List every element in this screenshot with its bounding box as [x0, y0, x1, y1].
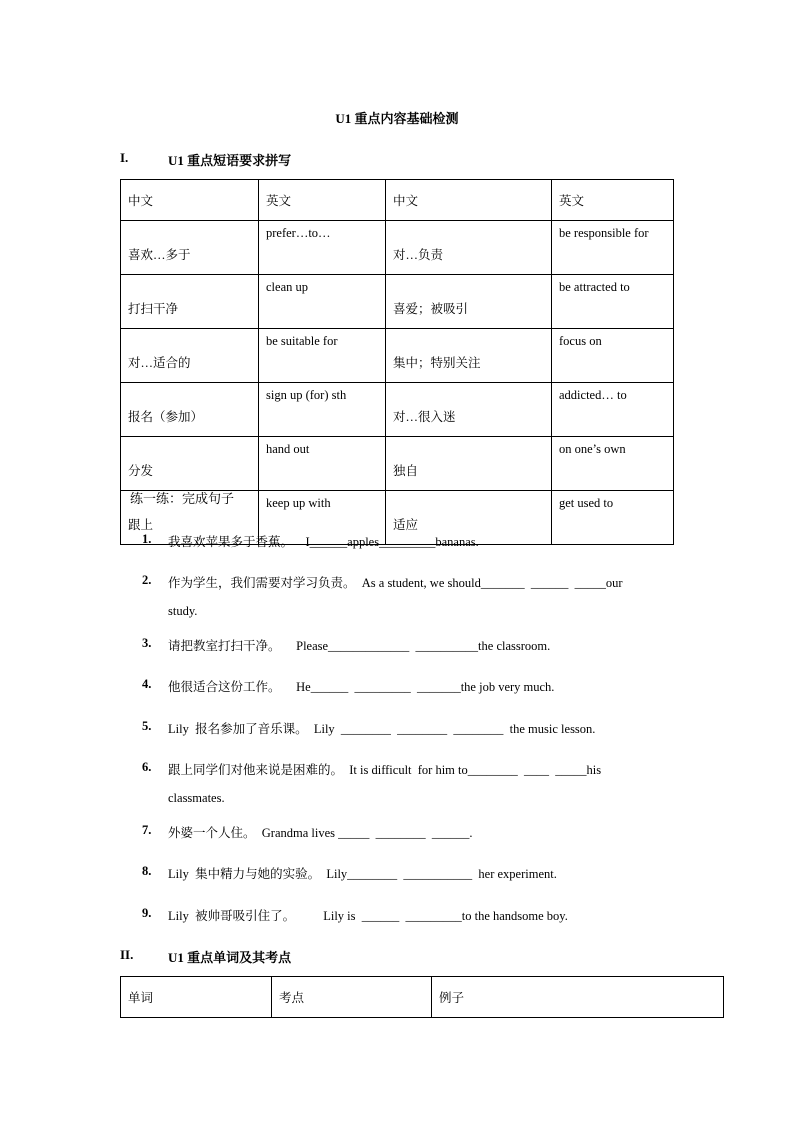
cell-en: prefer…to…: [259, 221, 386, 275]
header-test-point: 考点: [272, 977, 432, 1018]
cell-zh: 喜爱；被吸引: [386, 275, 552, 329]
question-number: 1.: [142, 532, 152, 546]
cell-en: be suitable for: [259, 329, 386, 383]
cell-zh: 适应: [386, 491, 552, 545]
cell-zh: 对…适合的: [121, 329, 259, 383]
cell-zh: 对…很入迷: [386, 383, 552, 437]
cell-zh: 跟上: [121, 491, 259, 545]
cell-en: on one’s own: [552, 437, 674, 491]
question-item: [142, 636, 550, 654]
cell-en: sign up (for) sth: [259, 383, 386, 437]
question-item: [142, 823, 473, 841]
question-text: 跟上同学们对他来说是困难的。 It is difficult for him to________ ____ _____his: [168, 763, 602, 777]
section-2-title: U1 重点单词及其考点: [168, 950, 292, 965]
section-1-number: I.: [120, 150, 129, 165]
question-item: [142, 532, 479, 550]
question-item: [142, 677, 554, 695]
question-item: [142, 864, 557, 882]
header-word: 单词: [121, 977, 272, 1018]
section-2-heading: [120, 947, 291, 966]
question-number: 8.: [142, 864, 152, 878]
cell-en: keep up with: [259, 491, 386, 545]
question-number: 4.: [142, 677, 152, 691]
table-row: [121, 383, 674, 437]
cell-en: be attracted to: [552, 275, 674, 329]
cell-en: addicted… to: [552, 383, 674, 437]
question-number: 9.: [142, 906, 152, 920]
question-number: 2.: [142, 573, 152, 587]
cell-en: clean up: [259, 275, 386, 329]
question-text: 我喜欢苹果多于香蕉。 I______apples_________bananas.: [168, 535, 479, 549]
header-example: 例子: [432, 977, 724, 1018]
question-text: 外婆一个人住。 Grandma lives _____ ________ ______.: [168, 826, 473, 840]
table-row: [121, 329, 674, 383]
question-number: 3.: [142, 636, 152, 650]
section-1-heading: [120, 150, 291, 169]
section-2-number: II.: [120, 947, 134, 962]
cell-zh: 对…负责: [386, 221, 552, 275]
question-item: [142, 573, 623, 591]
question-text: 请把教室打扫干净。 Please_____________ __________the classroom.: [168, 639, 551, 653]
word-table: [120, 976, 724, 1018]
cell-zh: 分发: [121, 437, 259, 491]
cell-zh: 打扫干净: [121, 275, 259, 329]
practice-label: 练一练：完成句子: [130, 491, 235, 506]
page-title: U1 重点内容基础检测: [335, 111, 459, 126]
cell-zh: 喜欢…多于: [121, 221, 259, 275]
header-english-2: 英文: [552, 180, 674, 221]
table-header-row: [121, 180, 674, 221]
cell-zh: 集中；特别关注: [386, 329, 552, 383]
question-text: Lily 被帅哥吸引住了。 Lily is ______ _________to the handsome boy.: [168, 909, 568, 923]
header-english-1: 英文: [259, 180, 386, 221]
question-text: Lily 集中精力与她的实验。 Lily________ ___________ her experiment.: [168, 867, 557, 881]
question-text: 作为学生，我们需要对学习负责。 As a student, we should_______ ______ _____our: [168, 576, 623, 590]
cell-en: focus on: [552, 329, 674, 383]
table-row: [121, 275, 674, 329]
question-continuation: classmates.: [168, 791, 225, 805]
question-text: 他很适合这份工作。 He______ _________ _______the job very much.: [168, 680, 555, 694]
table-row: [121, 437, 674, 491]
cell-zh: 报名（参加）: [121, 383, 259, 437]
question-number: 5.: [142, 719, 152, 733]
question-continuation: study.: [168, 604, 198, 618]
question-item: [142, 906, 568, 924]
table-row: [121, 221, 674, 275]
question-text: Lily 报名参加了音乐课。 Lily ________ ________ ________ the music lesson.: [168, 722, 596, 736]
section-1-title: U1 重点短语要求拼写: [168, 153, 292, 168]
cell-en: be responsible for: [552, 221, 674, 275]
header-chinese-1: 中文: [121, 180, 259, 221]
cell-zh: 独自: [386, 437, 552, 491]
cell-en: hand out: [259, 437, 386, 491]
question-number: 6.: [142, 760, 152, 774]
question-item: [142, 719, 595, 737]
question-item: [142, 760, 601, 778]
question-number: 7.: [142, 823, 152, 837]
table-header-row: [121, 977, 724, 1018]
header-chinese-2: 中文: [386, 180, 552, 221]
cell-en: get used to: [552, 491, 674, 545]
